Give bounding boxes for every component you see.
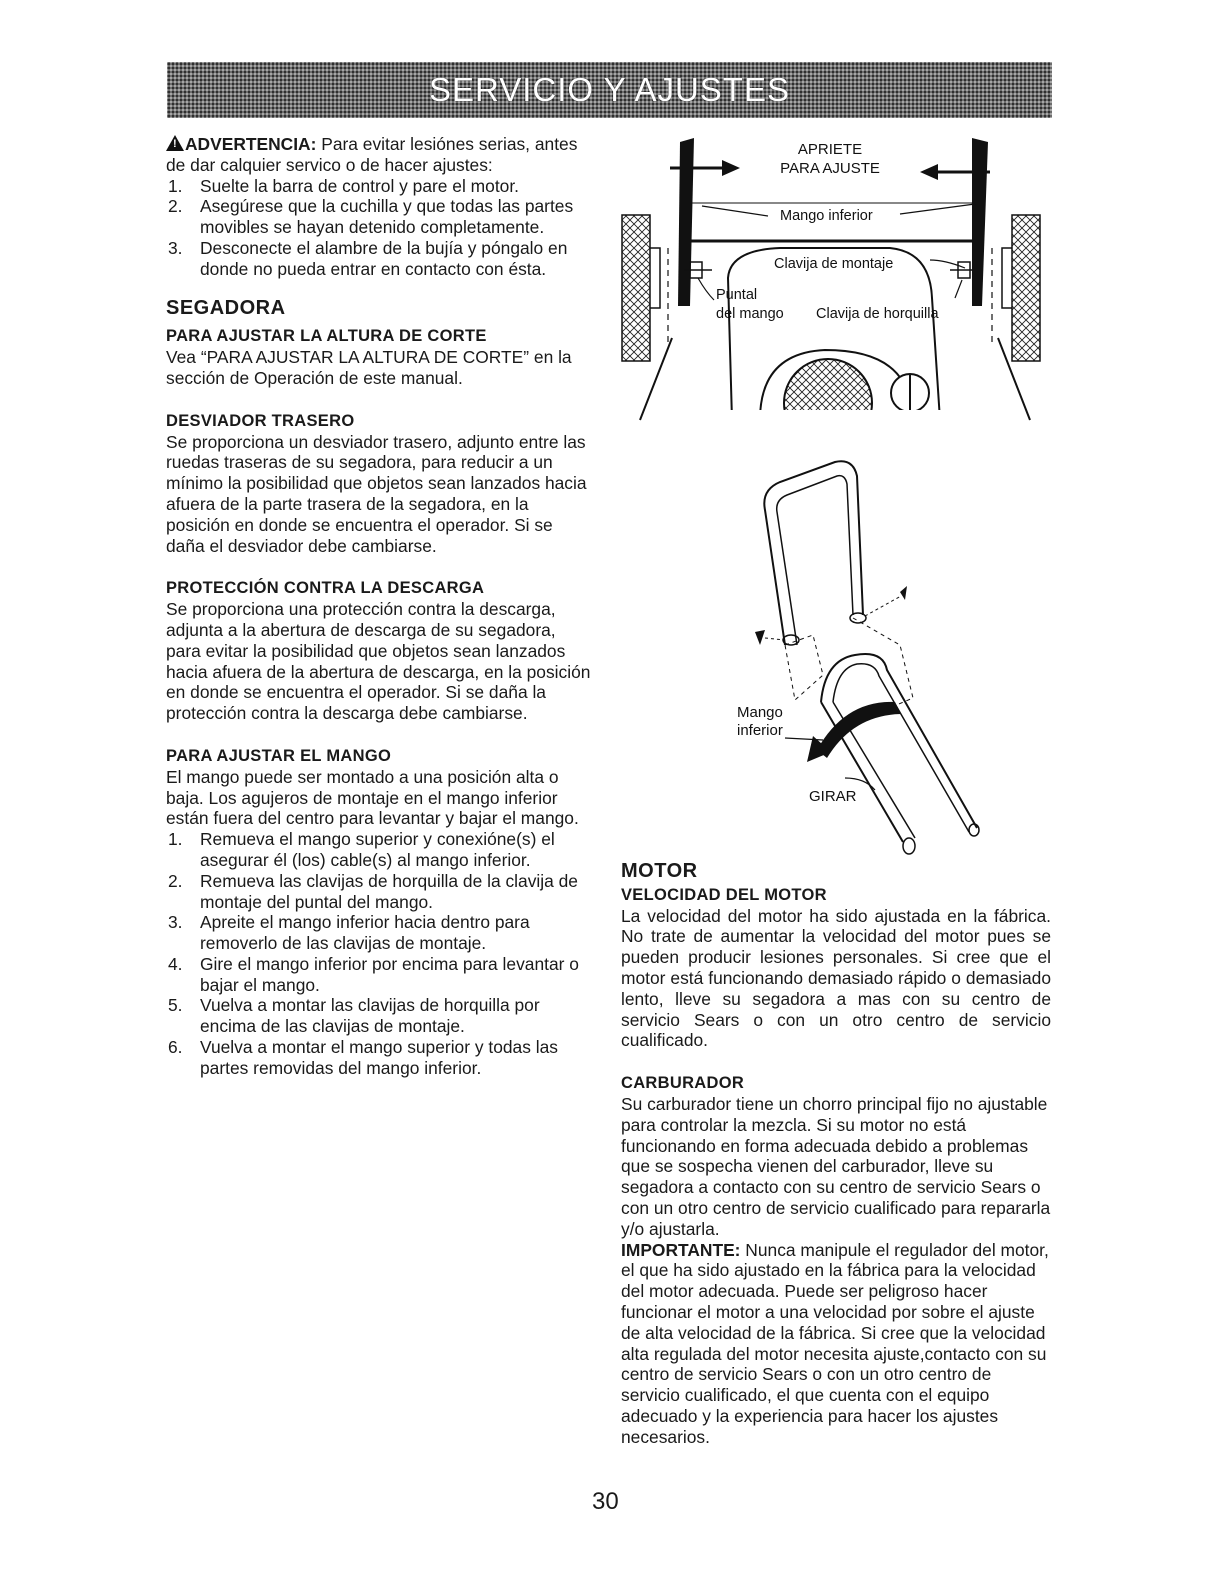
handle-rotate-diagram	[725, 440, 1005, 865]
list-item: 5. Vuelva a montar las clavijas de horquilla por encima de las clavijas de montaje.	[168, 995, 540, 1037]
list-item: 2. Asegúrese que la cuchilla y que todas las partes movibles se hayan detenido completamente.	[168, 196, 574, 238]
desviador-text: Se proporciona un desviador trasero, adjunto entre las ruedas traseras de su segadora, para reducir a un mínimo la posibilidad que objetos sean lanzados hacia afuera de la parte trasera de la segadora, en la posición en donde se encuentra el operador. Si se daña el desviador debe cambiarse.	[166, 431, 587, 556]
list-item: 2. Remueva las clavijas de horquilla de la clavija de montaje del puntal del mango.	[168, 870, 578, 912]
section-banner	[167, 62, 1052, 118]
velocidad-heading: VELOCIDAD DEL MOTOR	[621, 885, 827, 904]
list-item: 1. Suelte la barra de control y pare el motor.	[168, 175, 520, 196]
segadora-heading: SEGADORA	[166, 296, 286, 319]
list-item: 1. Remueva el mango superior y conexióne(s) el asegurar él (los) cable(s) al mango inferior.	[168, 829, 555, 870]
mango-text: El mango puede ser montado a una posición alta o baja. Los agujeros de montaje en el mango inferior están fuera del centro para levantar y bajar el mango.	[166, 766, 579, 829]
altura-heading: PARA AJUSTAR LA ALTURA DE CORTE	[166, 327, 487, 346]
left-wheel-icon	[622, 215, 650, 361]
puntal-label: Puntal	[716, 287, 758, 303]
mango-label: Mango	[737, 704, 783, 721]
page-title: SERVICIO Y AJUSTES	[429, 71, 790, 108]
mounting-pin-icon	[755, 630, 765, 645]
warning-steps	[166, 176, 591, 280]
warning-text: Para evitar lesiónes serias, antes de dar calquier servico o de hacer ajustes:	[166, 134, 578, 175]
carburador-text: Su carburador tiene un chorro principal fijo no ajustable para controlar la mezcla. Si su motor no está funcionando en forma adecuada debido a problemas que se sospecha vienen del carburador, lleve su segadora a contacto con su centro de servicio Sears o con un otro centro de servicio cualificado para repararla y/o ajustarla.	[621, 1093, 1051, 1239]
right-handle-bar	[972, 138, 988, 306]
mounting-pin-icon	[900, 586, 907, 600]
upper-handle	[764, 461, 863, 645]
arrow-left-icon	[920, 164, 938, 180]
list-item: 6. Vuelva a montar el mango superior y todas las partes removidas del mango inferior.	[168, 1037, 558, 1078]
left-column	[166, 134, 591, 1079]
clavija-horquilla-label: Clavija de horquilla	[816, 306, 939, 322]
warning-paragraph	[166, 134, 591, 176]
left-handle-bar	[678, 138, 694, 306]
list-item: 3. Apreite el mango inferior hacia dentro para removerlo de las clavijas de montaje.	[168, 912, 530, 954]
rotate-arrow	[817, 702, 901, 758]
warning-label: ADVERTENCIA:	[185, 134, 317, 154]
clavija-montaje-label: Clavija de montaje	[774, 256, 894, 272]
mango-steps	[166, 829, 591, 1079]
importante-label: IMPORTANTE:	[621, 1239, 741, 1260]
del-mango-label: del mango	[716, 306, 784, 322]
altura-text: Vea “PARA AJUSTAR LA ALTURA DE CORTE” en la sección de Operación de este manual.	[166, 347, 572, 388]
right-column	[621, 861, 1051, 1448]
proteccion-text: Se proporciona una protección contra la descarga, adjunta a la abertura de descarga de su segadora, para evitar la posibilidad que objetos sean lanzados hacia afuera de la abertura de descarga, en la posición en donde se encuentra el operador. Si se daña la protección contra la descarga debe cambiarse.	[166, 599, 591, 724]
importante-paragraph	[621, 1240, 1051, 1448]
para-ajuste-label: PARA AJUSTE	[780, 160, 880, 177]
girar-label: GIRAR	[809, 788, 857, 805]
desviador-heading: DESVIADOR TRASERO	[166, 411, 355, 430]
list-item: 4. Gire el mango inferior por encima para levantar o bajar el mango.	[168, 953, 579, 995]
arrow-right-icon	[722, 160, 740, 176]
handle-adjust-diagram	[610, 128, 1050, 424]
velocidad-text: La velocidad del motor ha sido ajustada en la fábrica. No trate de aumentar la velocidad del motor pues se pueden producir lesiones personales. Si cree que el motor está funcionando demasiado rápido o demasiado lento, lleve su segadora a mas con su centro de servicio Sears o con un otro centro de servicio cualificado.	[621, 905, 1051, 1051]
mango-inferior-label: Mango inferior	[780, 208, 873, 224]
list-item: 3. Desconecte el alambre de la bujía y póngalo en donde no pueda entrar en contacto con ésta.	[168, 237, 568, 279]
apriete-label: APRIETE	[797, 141, 863, 158]
carburador-heading: CARBURADOR	[621, 1074, 745, 1093]
mango-heading: PARA AJUSTAR EL MANGO	[166, 746, 392, 765]
motor-heading: MOTOR	[621, 860, 698, 882]
right-wheel-icon	[1012, 215, 1040, 361]
warning-triangle-icon	[166, 135, 184, 151]
proteccion-heading: PROTECCIÓN CONTRA LA DESCARGA	[166, 579, 485, 598]
inferior-label: inferior	[737, 722, 783, 739]
importante-text: Nunca manipule el regulador del motor, el que ha sido ajustado en la fábrica para la velocidad del motor adecuada. Puede ser peligroso hacer funcionar el motor a una velocidad por sobre el ajuste de alta velocidad de la fábrica. Si cree que la velocidad alta regulada del motor necesita ajuste,contacto con su centro de servicio Sears o con un otro centro de servicio cualificado, el que cuenta con el equipo adecuado y la experiencia para hacer los ajustes necesarios.	[621, 1239, 1049, 1447]
page-number: 30	[592, 1488, 619, 1515]
